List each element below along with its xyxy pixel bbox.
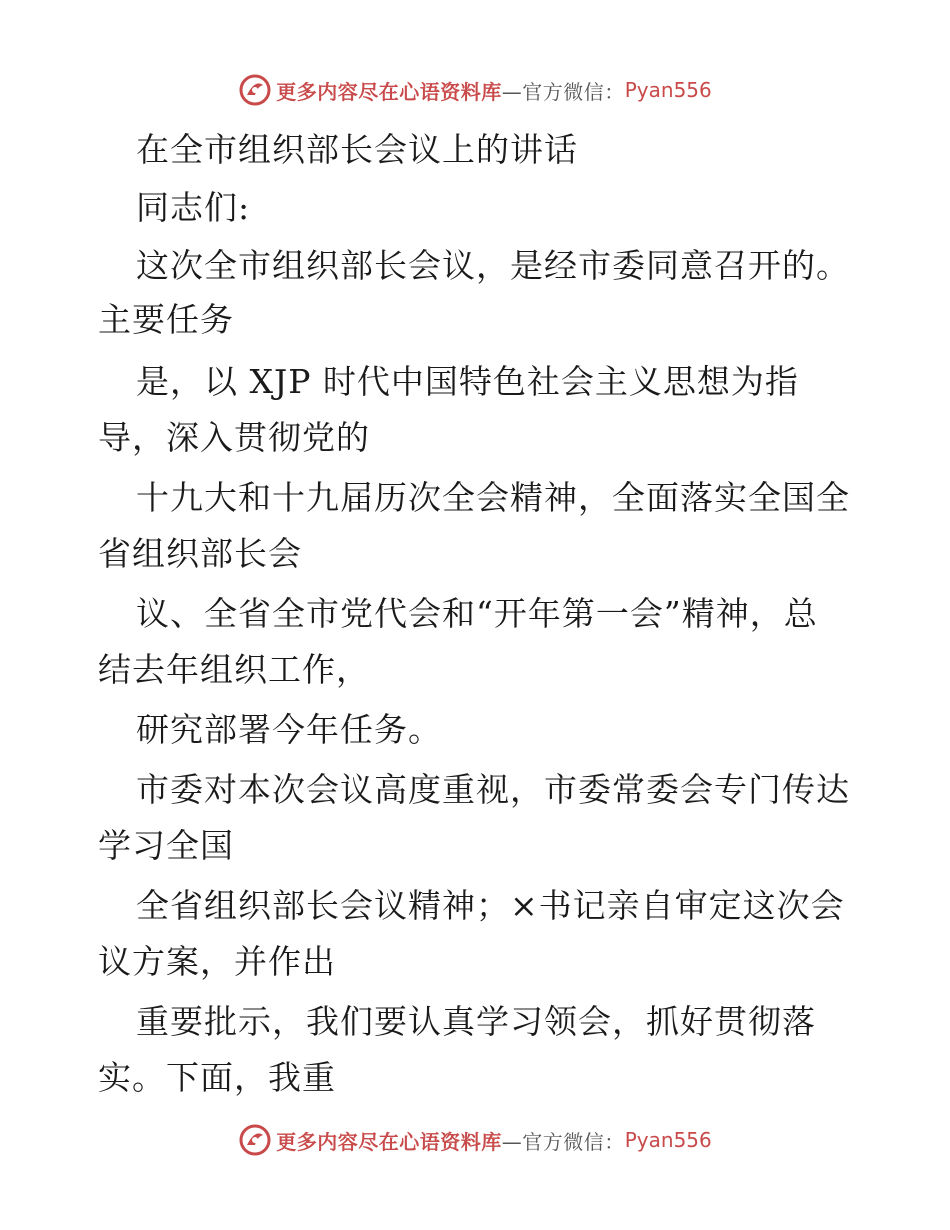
paragraph-line: 议方案，并作出 bbox=[98, 942, 336, 981]
paragraph-line: 研究部署今年任务。 bbox=[136, 710, 442, 749]
paragraph-line: 重要批示，我们要认真学习领会，抓好贯彻落 bbox=[136, 1002, 816, 1041]
paragraph-line: 全省组织部长会议精神；×书记亲自审定这次会 bbox=[136, 886, 845, 925]
footer-brand-text: 更多内容尽在心语资料库 bbox=[276, 1129, 502, 1154]
paragraph-line: 这次全市组织部长会议，是经市委同意召开的。 bbox=[136, 246, 850, 285]
document-title: 在全市组织部长会议上的讲话 bbox=[136, 130, 578, 169]
xinyu-logo-icon bbox=[238, 1123, 272, 1157]
footer-watermark-banner bbox=[0, 1122, 950, 1158]
header-wechat-id: Pyan556 bbox=[624, 78, 712, 102]
paragraph-line: 省组织部长会 bbox=[98, 534, 302, 573]
header-watermark-banner bbox=[0, 72, 950, 108]
header-brand-text: 更多内容尽在心语资料库 bbox=[276, 79, 502, 104]
paragraph-line: 同志们: bbox=[136, 188, 251, 227]
xinyu-logo-icon bbox=[238, 73, 272, 107]
paragraph-line: 导，深入贯彻党的 bbox=[98, 418, 370, 457]
header-official-text: —官方微信： bbox=[501, 79, 625, 104]
paragraph-line: 议、全省全市党代会和“开年第一会”精神，总 bbox=[136, 594, 818, 633]
paragraph-line: 市委对本次会议高度重视，市委常委会专门传达 bbox=[136, 770, 850, 809]
paragraph-line: 十九大和十九届历次全会精神，全面落实全国全 bbox=[136, 478, 850, 517]
paragraph-line: 实。下面，我重 bbox=[98, 1058, 336, 1097]
paragraph-line: 主要任务 bbox=[98, 300, 234, 339]
paragraph-line: 结去年组织工作， bbox=[98, 650, 370, 689]
paragraph-line: 学习全国 bbox=[98, 826, 234, 865]
footer-wechat-id: Pyan556 bbox=[624, 1128, 712, 1152]
paragraph-line: 是，以 XJP 时代中国特色社会主义思想为指 bbox=[136, 362, 799, 401]
footer-official-text: —官方微信： bbox=[501, 1129, 625, 1154]
